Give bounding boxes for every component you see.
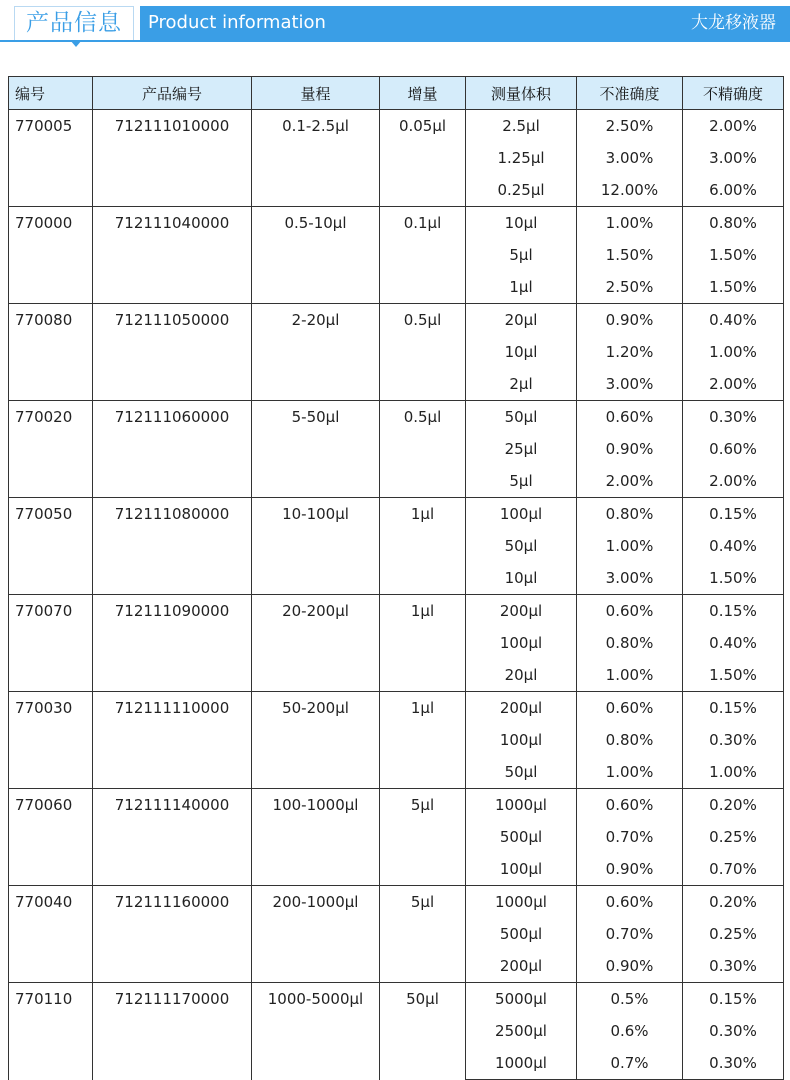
cell-imprecision: 0.30% [683,724,784,756]
cell-id: 770005 [9,110,93,207]
cell-inaccuracy: 0.90% [577,950,683,983]
product-spec-table [8,76,784,1080]
header-increment: 增量 [380,77,466,110]
cell-product-no: 712111050000 [93,304,252,401]
cell-inaccuracy: 0.90% [577,853,683,886]
cell-imprecision: 1.00% [683,756,784,789]
cell-product-no: 712111040000 [93,207,252,304]
cell-id: 770050 [9,498,93,595]
cell-test-volume: 1μl [466,271,577,304]
cell-imprecision: 0.40% [683,304,784,337]
cell-test-volume: 2500μl [466,1015,577,1047]
cell-inaccuracy: 3.00% [577,562,683,595]
cell-id: 770110 [9,983,93,1080]
cell-test-volume: 100μl [466,724,577,756]
cell-inaccuracy: 0.80% [577,724,683,756]
cell-inaccuracy: 0.60% [577,886,683,919]
cell-inaccuracy: 0.6% [577,1015,683,1047]
cell-test-volume: 1000μl [466,1047,577,1080]
cell-test-volume: 200μl [466,950,577,983]
cell-product-no: 712111060000 [93,401,252,498]
banner-title-en: Product information [148,12,326,33]
cell-test-volume: 0.25μl [466,174,577,207]
cell-test-volume: 50μl [466,401,577,434]
cell-range: 2-20μl [252,304,380,401]
table-row [9,886,784,919]
cell-imprecision: 0.60% [683,433,784,465]
table-row [9,304,784,337]
cell-imprecision: 0.30% [683,1047,784,1080]
cell-imprecision: 2.00% [683,368,784,401]
cell-inaccuracy: 0.80% [577,498,683,531]
cell-test-volume: 2.5μl [466,110,577,143]
table-row [9,595,784,628]
cell-increment: 5μl [380,886,466,983]
cell-imprecision: 0.20% [683,789,784,822]
cell-test-volume: 1000μl [466,886,577,919]
cell-id: 770070 [9,595,93,692]
cell-test-volume: 200μl [466,595,577,628]
cell-imprecision: 6.00% [683,174,784,207]
cell-inaccuracy: 0.60% [577,789,683,822]
cell-test-volume: 10μl [466,562,577,595]
cell-imprecision: 0.15% [683,692,784,725]
cell-imprecision: 1.50% [683,562,784,595]
banner-pointer-icon [70,40,82,47]
cell-inaccuracy: 1.00% [577,207,683,240]
cell-test-volume: 5μl [466,239,577,271]
cell-inaccuracy: 1.20% [577,336,683,368]
cell-inaccuracy: 2.00% [577,465,683,498]
cell-increment: 1μl [380,692,466,789]
cell-inaccuracy: 0.60% [577,692,683,725]
cell-test-volume: 50μl [466,530,577,562]
cell-range: 0.5-10μl [252,207,380,304]
cell-imprecision: 1.50% [683,239,784,271]
cell-imprecision: 0.30% [683,950,784,983]
cell-test-volume: 10μl [466,336,577,368]
cell-id: 770020 [9,401,93,498]
cell-product-no: 712111080000 [93,498,252,595]
cell-id: 770030 [9,692,93,789]
cell-id: 770000 [9,207,93,304]
cell-imprecision: 2.00% [683,110,784,143]
cell-inaccuracy: 3.00% [577,142,683,174]
cell-imprecision: 0.15% [683,595,784,628]
cell-increment: 5μl [380,789,466,886]
cell-range: 0.1-2.5μl [252,110,380,207]
cell-test-volume: 5μl [466,465,577,498]
cell-product-no: 712111170000 [93,983,252,1080]
header-product-no: 产品编号 [93,77,252,110]
cell-imprecision: 0.25% [683,918,784,950]
cell-imprecision: 0.30% [683,1015,784,1047]
cell-inaccuracy: 0.60% [577,401,683,434]
cell-imprecision: 0.70% [683,853,784,886]
cell-product-no: 712111010000 [93,110,252,207]
table-row [9,401,784,434]
cell-range: 50-200μl [252,692,380,789]
header-inaccuracy: 不准确度 [577,77,683,110]
table-row [9,789,784,822]
cell-inaccuracy: 0.70% [577,821,683,853]
cell-imprecision: 0.80% [683,207,784,240]
cell-test-volume: 100μl [466,853,577,886]
cell-id: 770080 [9,304,93,401]
cell-increment: 1μl [380,595,466,692]
cell-range: 20-200μl [252,595,380,692]
table-row [9,692,784,725]
cell-inaccuracy: 2.50% [577,110,683,143]
cell-inaccuracy: 0.70% [577,918,683,950]
header-range: 量程 [252,77,380,110]
cell-inaccuracy: 0.7% [577,1047,683,1080]
cell-test-volume: 500μl [466,918,577,950]
cell-test-volume: 100μl [466,498,577,531]
table-row [9,207,784,240]
table-row [9,983,784,1016]
table-body [9,110,784,1080]
cell-increment: 50μl [380,983,466,1080]
cell-inaccuracy: 3.00% [577,368,683,401]
banner-underline [0,40,790,42]
cell-imprecision: 2.00% [683,465,784,498]
cell-imprecision: 0.15% [683,498,784,531]
cell-increment: 0.1μl [380,207,466,304]
cell-imprecision: 1.00% [683,336,784,368]
cell-imprecision: 1.50% [683,659,784,692]
cell-range: 1000-5000μl [252,983,380,1080]
banner-title-cn: 产品信息 [14,6,134,40]
section-banner [0,6,790,42]
cell-test-volume: 20μl [466,304,577,337]
cell-range: 10-100μl [252,498,380,595]
cell-inaccuracy: 0.60% [577,595,683,628]
cell-imprecision: 0.25% [683,821,784,853]
cell-test-volume: 1.25μl [466,142,577,174]
cell-inaccuracy: 0.90% [577,433,683,465]
cell-range: 200-1000μl [252,886,380,983]
cell-increment: 1μl [380,498,466,595]
cell-product-no: 712111160000 [93,886,252,983]
table-header-row [9,77,784,110]
cell-imprecision: 0.20% [683,886,784,919]
cell-range: 5-50μl [252,401,380,498]
cell-imprecision: 1.50% [683,271,784,304]
table-row [9,110,784,143]
cell-imprecision: 0.40% [683,627,784,659]
header-imprecision: 不精确度 [683,77,784,110]
cell-range: 100-1000μl [252,789,380,886]
cell-inaccuracy: 12.00% [577,174,683,207]
cell-test-volume: 50μl [466,756,577,789]
header-id: 编号 [9,77,93,110]
cell-product-no: 712111140000 [93,789,252,886]
cell-increment: 0.5μl [380,401,466,498]
cell-imprecision: 0.15% [683,983,784,1016]
cell-id: 770040 [9,886,93,983]
cell-product-no: 712111110000 [93,692,252,789]
cell-test-volume: 2μl [466,368,577,401]
cell-imprecision: 0.40% [683,530,784,562]
cell-inaccuracy: 0.80% [577,627,683,659]
table-row [9,498,784,531]
cell-imprecision: 3.00% [683,142,784,174]
cell-test-volume: 25μl [466,433,577,465]
cell-increment: 0.05μl [380,110,466,207]
header-test-volume: 测量体积 [466,77,577,110]
cell-inaccuracy: 2.50% [577,271,683,304]
cell-inaccuracy: 1.50% [577,239,683,271]
banner-brand: 大龙移液器 [691,13,776,33]
cell-product-no: 712111090000 [93,595,252,692]
cell-imprecision: 0.30% [683,401,784,434]
cell-test-volume: 100μl [466,627,577,659]
cell-inaccuracy: 1.00% [577,530,683,562]
cell-inaccuracy: 1.00% [577,756,683,789]
cell-test-volume: 500μl [466,821,577,853]
cell-increment: 0.5μl [380,304,466,401]
cell-test-volume: 200μl [466,692,577,725]
cell-test-volume: 20μl [466,659,577,692]
cell-id: 770060 [9,789,93,886]
cell-test-volume: 5000μl [466,983,577,1016]
cell-test-volume: 1000μl [466,789,577,822]
cell-test-volume: 10μl [466,207,577,240]
cell-inaccuracy: 0.90% [577,304,683,337]
cell-inaccuracy: 0.5% [577,983,683,1016]
cell-inaccuracy: 1.00% [577,659,683,692]
